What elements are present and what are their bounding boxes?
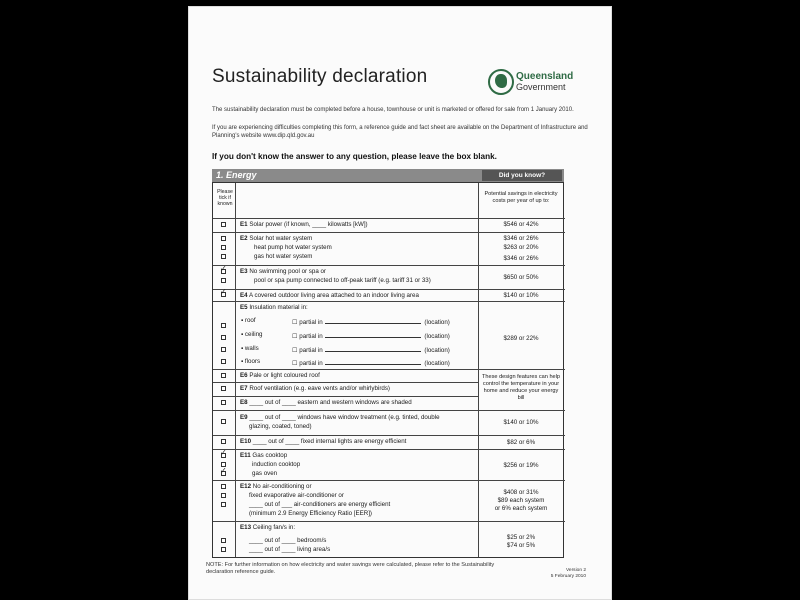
e13-saving-2: $74 or 5%	[506, 542, 536, 549]
e6-e8-saving-note: These design features can help control the temperature in your home and reduce your energy bill	[481, 374, 561, 401]
e5-code: E5	[240, 304, 248, 311]
version-number: Version 2	[565, 568, 586, 573]
e5-item-walls-label: walls	[244, 345, 259, 352]
row-divider	[213, 232, 565, 233]
e2-checkbox-gas[interactable]	[221, 254, 226, 259]
e11-saving: $256 or 19%	[503, 462, 539, 469]
e11-tick-mark-1: ✓	[220, 448, 227, 457]
e5-partial-floors-field[interactable]	[325, 358, 421, 365]
e12-line-3: ____ out of ___ air-conditioners are energy efficient	[249, 501, 391, 508]
row-divider	[213, 521, 565, 522]
e3-line-1	[240, 268, 326, 275]
e7-text: Roof ventilation (e.g. eave vents and/or whirlybirds)	[249, 385, 390, 392]
e7-checkbox[interactable]	[221, 386, 226, 391]
e1-label	[240, 221, 368, 228]
row-divider	[213, 218, 565, 219]
row-divider	[213, 396, 478, 397]
e2-saving-1: $346 or 26%	[503, 235, 539, 242]
col-divider	[235, 183, 236, 557]
e3-saving: $650 or 50%	[503, 274, 539, 281]
instruction-note: If you don't know the answer to any question, please leave the box blank.	[212, 152, 497, 161]
e6-text: Pale or light coloured roof	[249, 372, 320, 379]
queensland-logo-icon	[488, 69, 514, 95]
e5-partial-walls-field[interactable]	[325, 345, 421, 352]
e4-code: E4	[240, 292, 248, 299]
did-you-know-label: Did you know?	[482, 170, 562, 181]
e3-text-1: No swimming pool or spa or	[249, 268, 326, 275]
e5-partial-walls[interactable]: ☐ partial in (location)	[292, 347, 450, 354]
e8-label	[240, 399, 412, 406]
e13-saving-1: $25 or 2%	[506, 534, 536, 541]
e11-tick-mark-2: ✓	[220, 466, 227, 475]
e5-partial-ceiling-field[interactable]	[325, 331, 421, 338]
e10-checkbox[interactable]	[221, 439, 226, 444]
e5-checkbox-roof[interactable]	[221, 323, 226, 328]
footer-note: NOTE: For further information on how electricity and water savings were calculated, please refer to the Sustainability declaration reference guide.	[206, 562, 495, 575]
e1-code: E1	[240, 221, 248, 228]
e9-text-1: ____ out of ____ windows have window treatment (e.g. tinted, double	[249, 414, 440, 421]
version-info	[516, 568, 586, 580]
e11-line-3: gas oven	[252, 470, 278, 477]
row-divider	[213, 382, 478, 383]
e5-saving: $289 or 22%	[503, 335, 539, 342]
row-divider	[213, 480, 565, 481]
e5-partial-roof[interactable]: ☐ partial in (location)	[292, 319, 450, 326]
e10-text: ____ out of ____ fixed internal lights are energy efficient	[252, 438, 407, 445]
e13-heading-text: Ceiling fan/s in:	[252, 524, 296, 531]
e3-line-2: pool or spa pump connected to off-peak tariff (e.g. tariff 31 or 33)	[254, 277, 431, 284]
page-title: Sustainability declaration	[212, 66, 428, 87]
e12-saving-2: $89 each system	[497, 497, 545, 504]
e1-checkbox[interactable]	[221, 222, 226, 227]
e5-partial-roof-label: partial in	[299, 319, 323, 326]
e9-saving: $140 or 10%	[503, 419, 539, 426]
queensland-government-logo	[488, 68, 598, 98]
e5-item-ceiling: ▪ ceiling	[241, 331, 263, 338]
e5-location-roof: (location)	[424, 319, 450, 326]
e10-saving: $82 or 6%	[506, 439, 536, 446]
e5-item-floors: ▪ floors	[241, 358, 261, 365]
e4-saving: $140 or 10%	[503, 292, 539, 299]
e6-checkbox[interactable]	[221, 373, 226, 378]
e12-text-1: No air-conditioning or	[252, 483, 312, 490]
section-header	[212, 169, 564, 182]
e5-partial-roof-field[interactable]	[325, 317, 421, 324]
e6-label	[240, 372, 320, 379]
row-divider	[213, 410, 565, 411]
e12-line-1	[240, 483, 312, 490]
e4-text: A covered outdoor living area attached to an indoor living area	[248, 292, 419, 299]
e12-checkbox-efficient[interactable]	[221, 502, 226, 507]
e7-label	[240, 385, 390, 392]
e9-checkbox[interactable]	[221, 419, 226, 424]
e12-line-2: fixed evaporative air-conditioner or	[249, 492, 344, 499]
e5-item-floors-label: floors	[244, 358, 261, 365]
e13-code: E13	[240, 524, 252, 531]
e2-code: E2	[240, 235, 248, 242]
row-divider	[213, 289, 565, 290]
logo-line-2: Government	[516, 82, 566, 92]
col-divider	[478, 183, 479, 557]
savings-column-header: Potential savings in electricity costs per year of up to:	[484, 191, 558, 204]
intro-paragraph-1: The sustainability declaration must be completed before a house, townhouse or unit is marketed or offered for sale from 1 January 2010.	[212, 107, 574, 113]
e12-code: E12	[240, 483, 252, 490]
e11-code: E11	[240, 452, 251, 459]
e12-checkbox-no-aircon[interactable]	[221, 484, 226, 489]
e5-location-floors: (location)	[424, 360, 450, 367]
e13-heading	[240, 524, 295, 531]
e8-text: ____ out of ____ eastern and western windows are shaded	[249, 399, 412, 406]
e1-text: Solar power (if known, ____ kilowatts [kW])	[249, 221, 368, 228]
e10-label	[240, 438, 406, 445]
e9-code: E9	[240, 414, 248, 421]
document-page	[188, 6, 612, 600]
e9-line-1	[240, 414, 440, 421]
e5-item-roof: ▪ roof	[241, 317, 256, 324]
e10-code: E10	[240, 438, 252, 445]
e5-item-ceiling-label: ceiling	[244, 331, 263, 338]
e2-saving-3: $346 or 26%	[503, 255, 539, 262]
row-divider	[213, 301, 565, 302]
e4-tick-mark: ✓	[220, 287, 227, 296]
e13-checkbox-living[interactable]	[221, 547, 226, 552]
e5-partial-floors-label: partial in	[299, 360, 323, 367]
e5-item-walls: ▪ walls	[241, 345, 259, 352]
row-divider	[213, 435, 565, 436]
e12-checkbox-evaporative[interactable]	[221, 493, 226, 498]
intro-paragraph-2: If you are experiencing difficulties completing this form, a reference guide and fact sheet are available on the Department of Infrastructure and Planning's website www.dip.qld.gov.au	[212, 125, 588, 139]
e6-code: E6	[240, 372, 248, 379]
e5-partial-floors[interactable]: ☐ partial in (location)	[292, 360, 450, 367]
e2-line-2: heat pump hot water system	[254, 244, 332, 251]
row-divider	[213, 449, 565, 450]
e5-heading	[240, 304, 308, 311]
e5-checkbox-ceiling[interactable]	[221, 335, 226, 340]
row-divider	[213, 369, 565, 370]
energy-table	[212, 182, 564, 558]
e5-item-roof-label: roof	[244, 317, 256, 324]
version-date: 5 February 2010	[550, 574, 586, 579]
logo-line-1: Queensland	[516, 71, 574, 82]
e8-code: E8	[240, 399, 248, 406]
e2-text-1: Solar hot water system	[249, 235, 313, 242]
section-title: 1. Energy	[216, 170, 257, 180]
row-divider	[213, 265, 565, 266]
e2-line-3: gas hot water system	[254, 253, 313, 260]
e2-saving-2: $263 or 20%	[503, 244, 539, 251]
e11-text-1: Gas cooktop	[252, 452, 288, 459]
e11-line-1	[240, 452, 287, 459]
e1-saving: $546 or 42%	[503, 221, 539, 228]
e7-code: E7	[240, 385, 248, 392]
e2-checkbox-heat-pump[interactable]	[221, 245, 226, 250]
e13-line-1: ____ out of ____ bedroom/s	[249, 537, 327, 544]
e5-partial-walls-label: partial in	[299, 347, 323, 354]
e12-line-4: (minimum 2.9 Energy Efficiency Ratio [EER])	[249, 510, 372, 517]
e5-checkbox-floors[interactable]	[221, 359, 226, 364]
e4-label	[240, 292, 419, 299]
e2-line-1	[240, 235, 312, 242]
e3-tick-mark: ✓	[220, 264, 227, 273]
e8-checkbox[interactable]	[221, 400, 226, 405]
e5-location-ceiling: (location)	[424, 333, 450, 340]
e5-heading-text: Insulation material in:	[249, 304, 308, 311]
e5-partial-ceiling-label: partial in	[299, 333, 323, 340]
tick-column-header: Please tick if known	[217, 189, 233, 208]
e5-checkbox-walls[interactable]	[221, 347, 226, 352]
e13-checkbox-bedroom[interactable]	[221, 538, 226, 543]
e12-saving-1: $408 or 31%	[503, 489, 539, 496]
e3-checkbox-offpeak[interactable]	[221, 278, 226, 283]
e5-partial-ceiling[interactable]: ☐ partial in (location)	[292, 333, 450, 340]
e9-line-2: glazing, coated, toned)	[249, 423, 312, 430]
e12-saving-3: or 6% each system	[494, 505, 548, 512]
e13-line-2: ____ out of ____ living area/s	[249, 546, 331, 553]
e5-location-walls: (location)	[424, 347, 450, 354]
e11-line-2: induction cooktop	[252, 461, 301, 468]
e3-code: E3	[240, 268, 248, 275]
e2-checkbox-solar[interactable]	[221, 236, 226, 241]
